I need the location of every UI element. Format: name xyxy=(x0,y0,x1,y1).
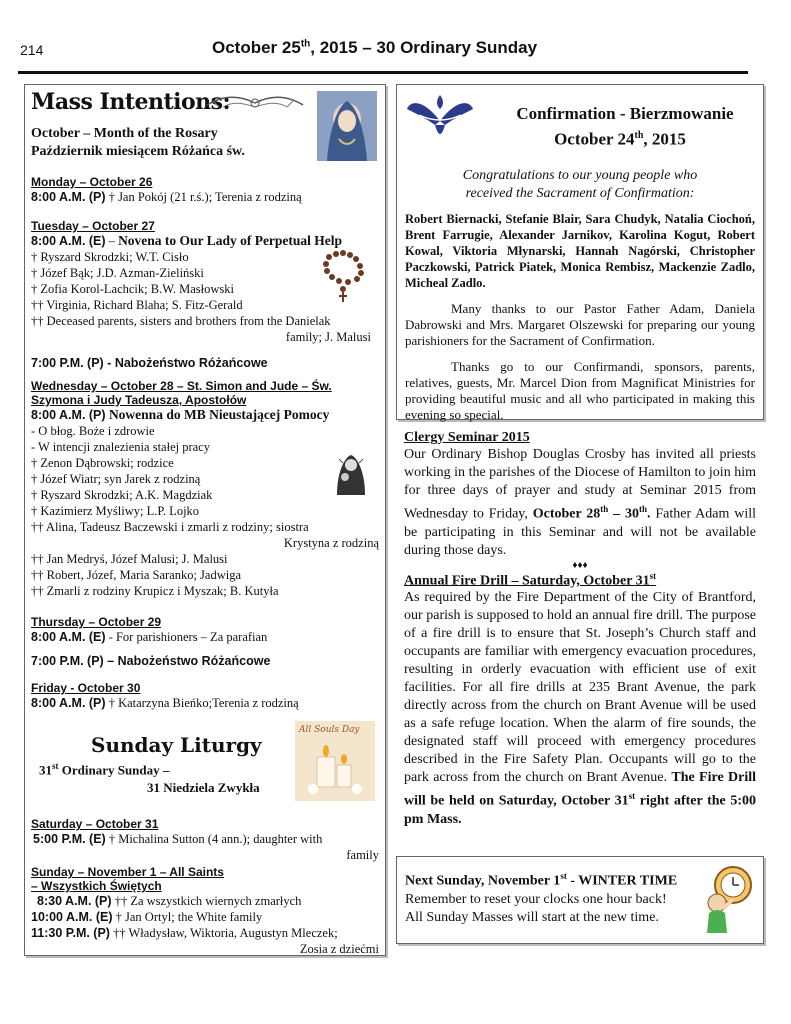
candles-icon xyxy=(295,721,375,801)
clock-cartoon-icon xyxy=(703,863,757,937)
monday-text: † Jan Pokój (21 r.ś.); Terenia z rodziną xyxy=(105,190,302,204)
clergy-sup-a: th xyxy=(600,504,609,514)
friday-time: 8:00 A.M. (P) xyxy=(31,696,106,710)
clergy-date-b: – 30 xyxy=(608,506,639,522)
wednesday-line: †† Zmarli z rodziny Krupicz i Myszak; B. Kutyła xyxy=(31,584,279,598)
sunday-heading-2: – Wszystkich Świętych xyxy=(31,879,162,894)
wednesday-line: - O błog. Boże i zdrowie xyxy=(31,424,155,438)
wednesday-novena: Nowenna do MB Nieustającej Pomocy xyxy=(105,407,330,422)
saturday-text: † Michalina Sutton (4 ann.); daughter with xyxy=(105,832,323,847)
divider-diamonds: ♦♦♦ xyxy=(572,559,588,571)
wednesday-time: 8:00 A.M. (P) xyxy=(31,408,106,422)
tuesday-line: † Zofia Korol-Lachcik; B.W. Masłowski xyxy=(31,282,234,296)
clergy-text xyxy=(404,446,756,560)
tuesday-heading: Tuesday – October 27 xyxy=(31,219,155,233)
clergy-sup-b: th xyxy=(638,504,647,514)
clergy-heading: Clergy Seminar 2015 xyxy=(404,430,530,445)
tuesday-evening: 7:00 P.M. (P) - Nabożeństwo Różańcowe xyxy=(31,356,268,370)
sunday-mass-text: † Jan Ortyl; the White family xyxy=(112,910,263,925)
congrats-line-2: received the Sacrament of Confirmation: xyxy=(465,185,695,201)
thursday-heading: Thursday – October 29 xyxy=(31,615,162,629)
winter-line-2: All Sunday Masses will start at the new time. xyxy=(405,909,659,925)
fire-drill-heading xyxy=(404,571,756,590)
dove-icon xyxy=(405,91,475,145)
wednesday-line: †† Jan Medryś, Józef Malusi; J. Malusi xyxy=(31,552,228,566)
winter-heading-text: Next Sunday, November 1 xyxy=(405,873,561,889)
clergy-text-a: Our Ordinary Bishop Douglas Crosby has invited all priests working in the parishes of the Diocese of Hamilton to join him for three days of prayer and study at Seminar 2015 from Wednesday to Friday, xyxy=(404,447,756,522)
wednesday-line: † Ryszard Skrodzki; A.K. Magdziak xyxy=(31,488,213,502)
title-sup: th xyxy=(300,38,311,50)
tuesday-line: † Józef Bąk; J.D. Azman-Zieliński xyxy=(31,266,204,280)
clergy-text-b: Father Adam will be participating in this Seminar and will not be available during those days. xyxy=(404,506,756,558)
liturgy-sub1-sup: st xyxy=(52,761,59,771)
saturday-heading: Saturday – October 31 xyxy=(31,817,159,832)
sunday-mass-text: †† Za wszystkich wiernych zmarłych xyxy=(111,894,302,909)
fire-text: As required by the Fire Department of the City of Brantford, our parish is supposed to hold an annual fire drill. The purpose of a fire drill is to ensure that St. Joseph’s Church staff and occupants are familiar with emergency evacuation procedures, resulting in orderly evacuation with efficient use of exit facilities. For all fire drills at 235 Brant Avenue, the park directly across from the church on Brant Avenue will be used as a safe refuge location. When the alarm of fire sounds, the designated staff will proceed with emergency procedures described in the Fire Safety Plan. Occupants will go to the park across from the church on Brant Avenue. xyxy=(404,590,756,786)
floral-ornament-icon xyxy=(203,91,307,113)
winter-heading-rest: - WINTER TIME xyxy=(566,873,678,889)
tuesday-line: †† Deceased parents, sisters and brothers from the Danielak xyxy=(31,314,331,328)
header-rule xyxy=(18,71,748,74)
tuesday-novena: Novena to Our Lady of Perpetual Help xyxy=(118,233,343,248)
wednesday-line: - W intencji znalezienia stałej pracy xyxy=(31,440,210,454)
thanks-paragraph-1: Many thanks to our Pastor Father Adam, Daniela Dabrowski and Mrs. Margaret Olszewski for preparing our young parishioners for the Sacrament of Confirmation. xyxy=(405,300,755,348)
friday-heading: Friday - October 30 xyxy=(31,681,141,695)
thursday-time: 8:00 A.M. (E) xyxy=(31,630,106,644)
mass-intentions-title: Mass Intentions: xyxy=(31,89,231,115)
friday-text: † Katarzyna Bieńko;Terenia z rodziną xyxy=(105,696,299,710)
tuesday-time: 8:00 A.M. (E) xyxy=(31,234,106,248)
congrats-line-1: Congratulations to our young people who xyxy=(462,167,698,183)
rosary-icon xyxy=(321,249,369,303)
page-number: 214 xyxy=(20,42,44,58)
confirmation-title: Confirmation - Bierzmowanie xyxy=(516,104,734,123)
wednesday-cont: Krystyna z rodziną xyxy=(283,536,379,550)
liturgy-sub1-num: 31 xyxy=(39,762,52,778)
page-title xyxy=(212,38,537,58)
clergy-date-a: October 28 xyxy=(532,506,601,522)
month-en: October – Month of the Rosary xyxy=(31,126,218,141)
saturday-cont: family xyxy=(346,848,379,863)
winter-heading-sup: st xyxy=(560,871,567,881)
confirmation-date-text: October 24 xyxy=(554,129,635,149)
sunday-mass-time: 10:00 A.M. (E) xyxy=(31,910,113,925)
thursday-evening: 7:00 P.M. (P) – Nabożeństwo Różańcowe xyxy=(31,654,271,668)
month-pl: Październik miesiącem Różańca św. xyxy=(31,144,245,159)
thanks-paragraph-2: Thanks go to our Confirmandi, sponsors, parents, relatives, guests, Mr. Marcel Dion from Magnificat Ministries for providing beautiful music and all who participated in making this evening so special. xyxy=(405,358,755,422)
liturgy-sub1-text: Ordinary Sunday – xyxy=(58,762,170,778)
thursday-text: - For parishioners – Za parafian xyxy=(105,630,268,644)
our-lady-icon xyxy=(331,451,371,495)
confirmation-date-sup: th xyxy=(634,130,644,141)
wednesday-line: † Kazimierz Myśliwy; L.P. Lojko xyxy=(31,504,200,518)
sunday-cont: Zosia z dziećmi xyxy=(299,942,379,957)
saturday-time: 5:00 P.M. (E) xyxy=(33,832,106,847)
winter-time-box xyxy=(396,856,764,944)
wednesday-line: † Józef Wiatr; syn Jarek z rodziną xyxy=(31,472,201,486)
title-rest: , 2015 – 30 Ordinary Sunday xyxy=(310,38,538,57)
fire-bold-end: right after the 5:00 pm Mass. xyxy=(404,793,757,827)
all-souls-candles-image xyxy=(295,721,375,801)
news-column xyxy=(404,430,756,829)
fire-bold: The Fire Drill will be held on Saturday, October 31 xyxy=(404,770,756,809)
wednesday-line: †† Robert, Józef, Maria Saranko; Jadwiga xyxy=(31,568,242,582)
confirmation-box xyxy=(396,84,764,420)
liturgy-sub2: 31 Niedziela Zwykła xyxy=(147,780,260,796)
fire-drill-text xyxy=(404,589,756,829)
tuesday-line: †† Virginia, Richard Blaha; S. Fitz-Gerald xyxy=(31,298,243,312)
tuesday-cont: family; J. Malusi xyxy=(285,330,371,344)
sunday-mass-time: 8:30 A.M. (P) xyxy=(37,894,112,909)
wednesday-line: †† Alina, Tadeusz Baczewski i zmarli z rodziny; siostra xyxy=(31,520,309,534)
monday-time: 8:00 A.M. (P) xyxy=(31,190,106,204)
confirmation-date-year: , 2015 xyxy=(643,129,686,149)
mass-intentions-box xyxy=(24,84,386,956)
title-date: October 25 xyxy=(212,38,301,57)
monday-heading: Monday – October 26 xyxy=(31,175,153,189)
all-souls-caption: All Souls Day xyxy=(299,725,360,735)
mary-rosary-image-icon xyxy=(317,91,377,161)
tuesday-dash: – xyxy=(105,234,119,248)
fire-heading-sup: st xyxy=(649,570,657,581)
fire-bold-sup: st xyxy=(628,791,636,802)
wednesday-line: † Zenon Dąbrowski; rodzice xyxy=(31,456,174,470)
sunday-mass-text: †† Władysław, Wiktoria, Augustyn Mleczek; xyxy=(109,926,338,941)
fire-heading-text: Annual Fire Drill – Saturday, October 31 xyxy=(404,573,650,589)
clergy-date-c: . xyxy=(647,506,651,522)
tuesday-line: † Ryszard Skrodzki; W.T. Cisło xyxy=(31,250,189,264)
sunday-heading: Sunday – November 1 – All Saints xyxy=(31,865,224,880)
liturgy-title: Sunday Liturgy xyxy=(91,733,262,757)
wednesday-heading: Wednesday – October 28 – St. Simon and Jude – Św. xyxy=(31,379,332,393)
confirmandi-names: Robert Biernacki, Stefanie Blair, Sara Chudyk, Natalia Ciochoń, Brent Farrugie, Alexander Jarnikov, Karolina Kogut, Robert Kowal, Viktoria Młynarski, Hannah Nagórski, Christopher Paczkowski, Patrick Piatek, Monica Rembisz, Mackenzie Zadlo, Micheal Zadlo. xyxy=(405,211,755,290)
sunday-mass-time: 11:30 P.M. (P) xyxy=(31,926,110,941)
winter-line-1: Remember to reset your clocks one hour back! xyxy=(405,891,667,907)
wednesday-heading-2: Szymona i Judy Tadeusza, Apostołów xyxy=(31,393,247,407)
